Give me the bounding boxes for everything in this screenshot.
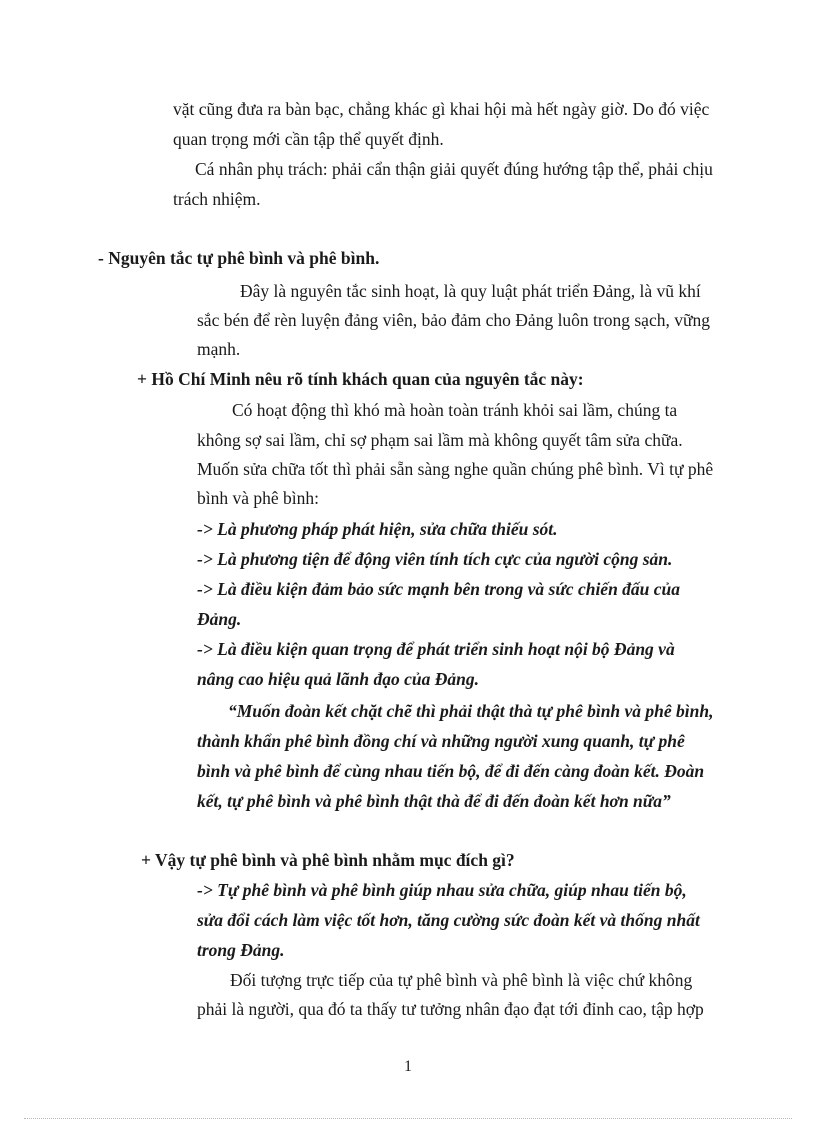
section-heading: - Nguyên tắc tự phê bình và phê bình. <box>98 248 380 268</box>
paragraph-line: sắc bén để rèn luyện đảng viên, bảo đảm cho Đảng luôn trong sạch, vững <box>197 310 710 330</box>
paragraph-line: bình và phê bình: <box>197 488 319 508</box>
bullet-item: -> Là phương pháp phát hiện, sửa chữa thiếu sót. <box>197 519 558 539</box>
paragraph-line: mạnh. <box>197 339 241 359</box>
bullet-item: -> Là điều kiện đảm bảo sức mạnh bên trong và sức chiến đấu của <box>197 579 681 599</box>
paragraph-line: Đối tượng trực tiếp của tự phê bình và phê bình là việc chứ không <box>230 970 693 990</box>
quote-line: kết, tự phê bình và phê bình thật thà để đi đến đoàn kết hơn nữa” <box>197 791 671 811</box>
answer-line: sửa đổi cách làm việc tốt hơn, tăng cường sức đoàn kết và thống nhất <box>197 910 700 930</box>
paragraph-line: Cá nhân phụ trách: phải cẩn thận giải quyết đúng hướng tập thể, phải chịu <box>195 159 713 179</box>
bullet-item: nâng cao hiệu quả lãnh đạo của Đảng. <box>197 669 480 689</box>
page-number: 1 <box>404 1058 412 1075</box>
bullet-item: -> Là phương tiện để động viên tính tích cực của người cộng sản. <box>197 549 673 569</box>
subheading: + Hồ Chí Minh nêu rõ tính khách quan của nguyên tắc này: <box>137 369 584 389</box>
paragraph-line: không sợ sai lầm, chỉ sợ phạm sai lầm mà không quyết tâm sửa chữa. <box>197 430 683 450</box>
paragraph-line: phải là người, qua đó ta thấy tư tưởng nhân đạo đạt tới đỉnh cao, tập hợp <box>197 999 704 1019</box>
paragraph-line: Có hoạt động thì khó mà hoàn toàn tránh khỏi sai lầm, chúng ta <box>232 400 678 420</box>
paragraph-line: trách nhiệm. <box>173 189 261 209</box>
answer-line: trong Đảng. <box>197 940 285 960</box>
paragraph-line: quan trọng mới cần tập thể quyết định. <box>173 129 444 149</box>
paragraph-line: Muốn sửa chữa tốt thì phải sẵn sàng nghe quần chúng phê bình. Vì tự phê <box>197 459 714 479</box>
quote-line: bình và phê bình để cùng nhau tiến bộ, để đi đến càng đoàn kết. Đoàn <box>197 761 705 781</box>
paragraph-line: Đây là nguyên tắc sinh hoạt, là quy luật phát triển Đảng, là vũ khí <box>240 281 701 301</box>
paragraph-line: vặt cũng đưa ra bàn bạc, chẳng khác gì khai hội mà hết ngày giờ. Do đó việc <box>173 99 710 119</box>
quote-line: “Muốn đoàn kết chặt chẽ thì phải thật thà tự phê bình và phê bình, <box>228 701 714 721</box>
page-bottom-rule <box>24 1118 792 1119</box>
bullet-item: -> Là điều kiện quan trọng để phát triển sinh hoạt nội bộ Đảng và <box>197 639 675 659</box>
quote-line: thành khẩn phê bình đồng chí và những người xung quanh, tự phê <box>197 731 685 751</box>
bullet-item: Đảng. <box>197 609 242 629</box>
subheading: + Vậy tự phê bình và phê bình nhằm mục đích gì? <box>141 850 515 870</box>
answer-line: -> Tự phê bình và phê bình giúp nhau sửa chữa, giúp nhau tiến bộ, <box>197 880 687 900</box>
